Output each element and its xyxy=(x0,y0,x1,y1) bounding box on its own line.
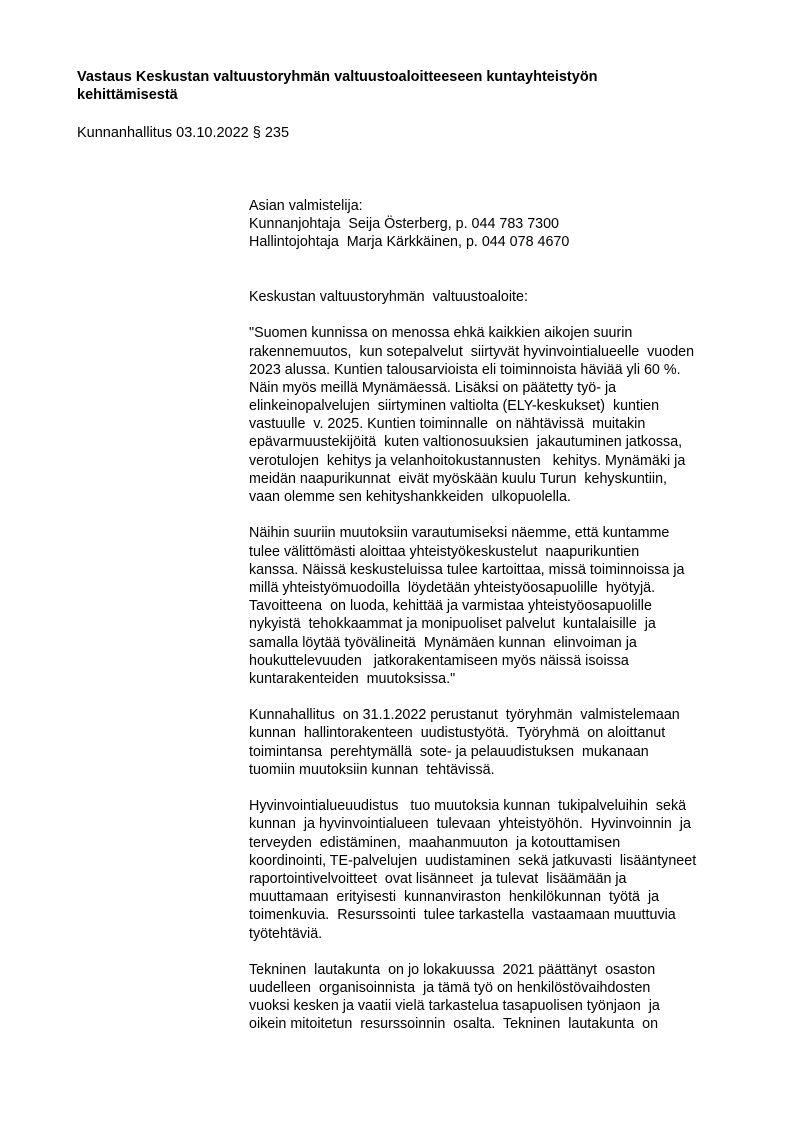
paragraph-welfare-reform xyxy=(249,797,749,943)
text-line: vastuulle v. 2025. Kuntien toiminnalle on nähtävissä muitakin xyxy=(249,416,646,433)
text-line: tulee välittömästi aloittaa yhteistyökeskustelut naapurikuntien xyxy=(249,543,640,560)
document-body xyxy=(249,197,749,1034)
text-line: koordinointi, TE-palvelujen uudistaminen sekä jatkuvasti lisääntyneet xyxy=(249,852,697,869)
preparers-block xyxy=(249,197,749,252)
initiative-paragraph-1 xyxy=(249,324,749,506)
preparer-line: Hallintojohtaja Marja Kärkkäinen, p. 044 078 4670 xyxy=(249,234,570,251)
text-line: toimintansa perehtymällä sote- ja pelauudistuksen mukanaan xyxy=(249,743,649,760)
text-line: 2023 alussa. Kuntien talousarvioista eli toiminnoista häviää yli 60 %. xyxy=(249,361,681,378)
text-line: Näihin suuriin muutoksiin varautumiseksi näemme, että kuntamme xyxy=(249,525,670,542)
initiative-paragraph-2 xyxy=(249,524,749,688)
text-line: Tavoitteena on luoda, kehittää ja varmistaa yhteistyöosapuolille xyxy=(249,598,652,615)
text-line: vuoksi kesken ja vaatii vielä tarkastelua tasapuolisen työnjaon ja xyxy=(249,998,660,1015)
text-line: nykyistä tehokkaammat ja monipuoliset palvelut kuntalaisille ja xyxy=(249,616,656,633)
text-line: kuntarakenteiden muutoksissa." xyxy=(249,670,456,687)
text-line: meidän naapurikunnat eivät myöskään kuulu Turun kehyskuntiin, xyxy=(249,470,668,487)
paragraph-technical-board xyxy=(249,961,749,1034)
text-line: muuttamaan erityisesti kunnanviraston henkilökunnan työtä ja xyxy=(249,889,660,906)
text-line: Tekninen lautakunta on jo lokakuussa 2021 päättänyt osaston xyxy=(249,961,656,978)
text-line: kanssa. Näissä keskusteluissa tulee kartoittaa, missä toiminnoissa ja xyxy=(249,561,685,578)
text-line: vaan olemme sen kehityshankkeiden ulkopuolella. xyxy=(249,489,571,505)
text-line: kunnan hallintorakenteen uudistustyötä. Työryhmä on aloittanut xyxy=(249,725,666,742)
text-line: houkuttelevuuden jatkorakentamiseen myös näissä isoissa xyxy=(249,652,629,669)
text-line: kunnan ja hyvinvointialueen tulevaan yhteistyöhön. Hyvinvoinnin ja xyxy=(249,816,691,833)
text-line: terveyden edistäminen, maahanmuuton ja kotouttamisen xyxy=(249,834,621,851)
text-line: tuomiin muutoksiin kunnan tehtävissä. xyxy=(249,761,495,778)
preparers-heading: Asian valmistelija: xyxy=(249,198,363,214)
text-line: samalla löytää työvälineitä Mynämäen kunnan elinvoiman ja xyxy=(249,634,637,651)
text-line: oikein mitoitetun resurssoinnin osalta. Tekninen lautakunta on xyxy=(249,1016,659,1033)
text-line: millä yhteistyömuodoilla löydetään yhteistyöosapuolille hyötyjä. xyxy=(249,579,656,596)
document-title xyxy=(77,68,737,104)
text-line: Näin myös meillä Mynämäessä. Lisäksi on päätetty työ- ja xyxy=(249,379,617,396)
title-line: Vastaus Keskustan valtuustoryhmän valtuustoaloitteeseen kuntayhteistyön xyxy=(77,69,598,85)
text-line: työtehtäviä. xyxy=(249,925,323,942)
initiative-heading: Keskustan valtuustoryhmän valtuustoaloite: xyxy=(249,288,528,305)
text-line: raportointivelvoitteet ovat lisänneet ja tulevat lisäämään ja xyxy=(249,870,627,887)
preparer-line: Kunnanjohtaja Seija Österberg, p. 044 783 7300 xyxy=(249,216,559,233)
text-line: verotulojen kehitys ja velanhoitokustannusten kehitys. Mynämäki ja xyxy=(249,452,686,469)
text-line: Hyvinvointialueuudistus tuo muutoksia kunnan tukipalveluihin sekä xyxy=(249,798,687,815)
text-line: "Suomen kunnissa on menossa ehkä kaikkien aikojen suurin xyxy=(249,325,633,342)
paragraph-working-group xyxy=(249,706,749,779)
text-line: elinkeinopalvelujen siirtyminen valtiolta (ELY-keskukset) kuntien xyxy=(249,398,660,415)
text-line: toimenkuvia. Resurssointi tulee tarkastella vastaamaan muuttuvia xyxy=(249,907,676,924)
title-line: kehittämisestä xyxy=(77,87,178,104)
text-line: epävarmuustekijöitä kuten valtionosuuksien jakautuminen jatkossa, xyxy=(249,434,683,451)
text-line: rakennemuutos, kun sotepalvelut siirtyvät hyvinvointialueelle vuoden xyxy=(249,343,695,360)
text-line: uudelleen organisoinnista ja tämä työ on henkilöstövaihdosten xyxy=(249,980,651,997)
text-line: Kunnahallitus on 31.1.2022 perustanut työryhmän valmistelemaan xyxy=(249,707,680,724)
meeting-reference: Kunnanhallitus 03.10.2022 § 235 xyxy=(77,125,290,141)
